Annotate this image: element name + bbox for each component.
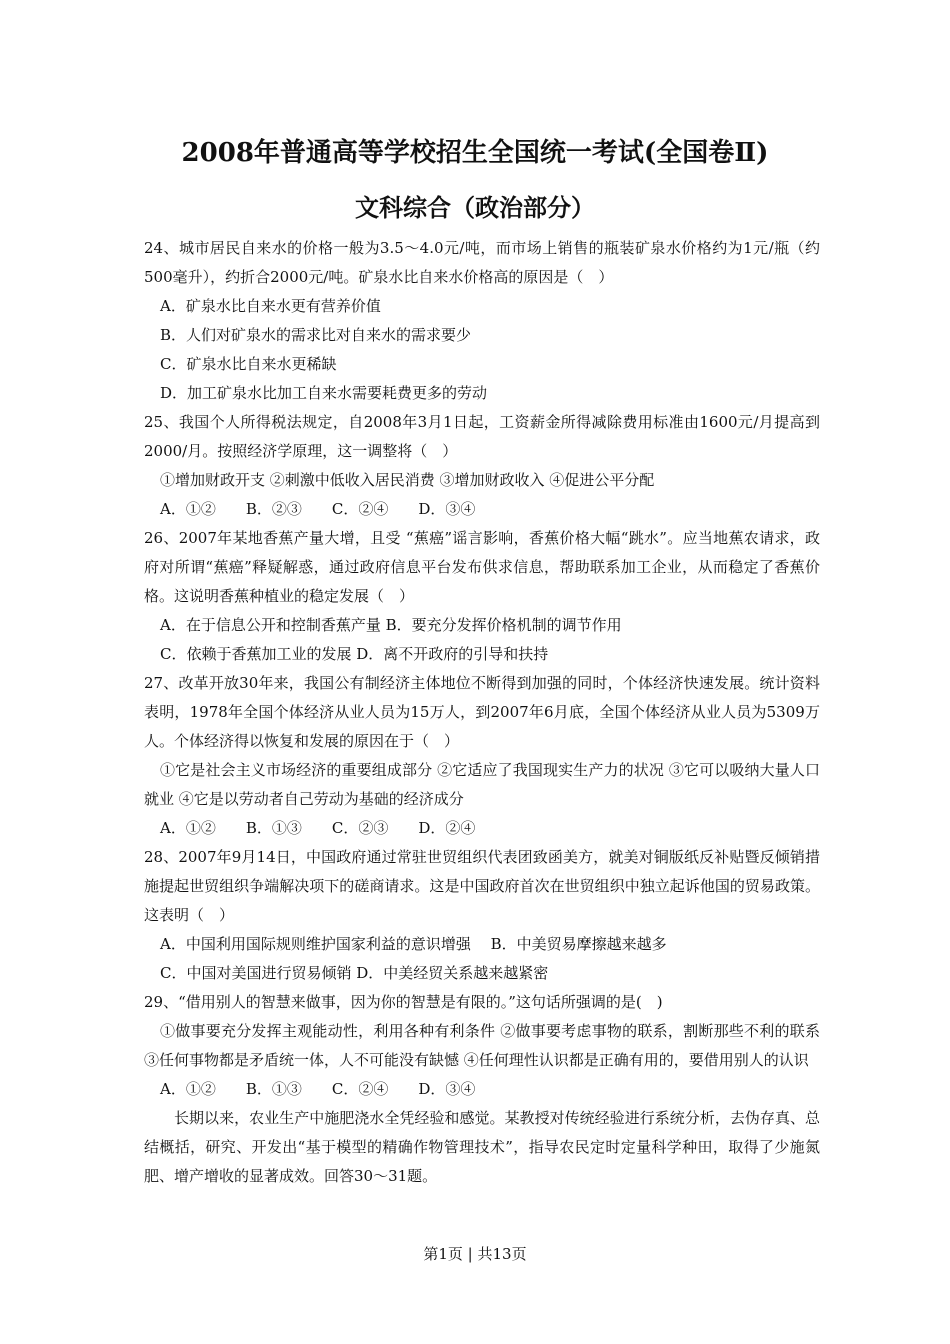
- question-24-stem: 24、城市居民自来水的价格一般为3.5～4.0元/吨，而市场上销售的瓶装矿泉水价格约为1元/瓶（约500毫升），约折合2000元/吨。矿泉水比自来水价格高的原因是（ ）: [144, 239, 820, 286]
- question-26-options-cd: C．依赖于香蕉加工业的发展 D．离不开政府的引导和扶持: [160, 645, 549, 663]
- question-28-options-cd: C．中国对美国进行贸易倾销 D．中美经贸关系越来越紧密: [160, 964, 549, 982]
- question-list: [144, 234, 820, 1191]
- question-28-stem: 28、2007年9月14日，中国政府通过常驻世贸组织代表团致函美方，就美对铜版纸反补贴暨反倾销措施提起世贸组织争端解决项下的磋商请求。这是中国政府首次在世贸组织中独立起诉他国的贸易政策。这表明（ ）: [144, 848, 820, 924]
- question-28-options-ab: A．中国利用国际规则维护国家利益的意识增强 B．中美贸易摩擦越来越多: [160, 935, 667, 953]
- question-27-options: A．①② B．①③ C．②③ D．②④: [160, 819, 476, 837]
- reading-passage: 长期以来，农业生产中施肥浇水全凭经验和感觉。某教授对传统经验进行系统分析，去伪存真、总结概括，研究、开发出“基于模型的精确作物管理技术”，指导农民定时定量科学种田，取得了少施氮肥、增产增收的显著成效。回答30～31题。: [144, 1109, 820, 1185]
- question-24-option-d: D．加工矿泉水比加工自来水需要耗费更多的劳动: [160, 384, 488, 402]
- exam-subtitle: 文科综合（政治部分）: [355, 193, 595, 222]
- question-25-stem: 25、我国个人所得税法规定，自2008年3月1日起，工资薪金所得减除费用标准由1600元/月提高到2000/月。按照经济学原理，这一调整将（ ）: [144, 413, 820, 460]
- exam-title: 2008年普通高等学校招生全国统一考试(全国卷Ⅱ): [181, 138, 769, 168]
- question-24-option-b: B．人们对矿泉水的需求比对自来水的需求要少: [160, 326, 472, 344]
- page-footer: 第1页 | 共13页: [423, 1245, 527, 1263]
- question-29-stem: 29、“借用别人的智慧来做事，因为你的智慧是有限的。”这句话所强调的是( ): [144, 993, 663, 1011]
- question-25-statements: ①增加财政开支 ②刺激中低收入居民消费 ③增加财政收入 ④促进公平分配: [160, 471, 655, 489]
- question-29-statements: ①做事要充分发挥主观能动性，利用各种有利条件 ②做事要考虑事物的联系，割断那些不利的联系 ③任何事物都是矛盾统一体，人不可能没有缺憾 ④任何理性认识都是正确有用的，要借用别人的认识: [144, 1022, 820, 1069]
- question-26-options-ab: A．在于信息公开和控制香蕉产量 B．要充分发挥价格机制的调节作用: [160, 616, 622, 634]
- question-26-stem: 26、2007年某地香蕉产量大增，且受 “蕉癌”谣言影响，香蕉价格大幅“跳水”。应当地蕉农请求，政府对所谓“蕉癌”释疑解惑，通过政府信息平台发布供求信息，帮助联系加工企业，从而稳定了香蕉价格。这说明香蕉种植业的稳定发展（ ）: [144, 529, 820, 605]
- question-29-options: A．①② B．①③ C．②④ D．③④: [160, 1080, 476, 1098]
- question-27-stem: 27、改革开放30年来，我国公有制经济主体地位不断得到加强的同时，个体经济快速发展。统计资料表明，1978年全国个体经济从业人员为15万人，到2007年6月底，全国个体经济从业人员为5309万人。个体经济得以恢复和发展的原因在于（ ）: [144, 674, 820, 750]
- question-27-statements: ①它是社会主义市场经济的重要组成部分 ②它适应了我国现实生产力的状况 ③它可以吸纳大量人口就业 ④它是以劳动者自己劳动为基础的经济成分: [144, 761, 820, 808]
- question-24-option-c: C．矿泉水比自来水更稀缺: [160, 355, 337, 373]
- question-24-option-a: A．矿泉水比自来水更有营养价值: [160, 297, 381, 315]
- question-25-options: A．①② B．②③ C．②④ D．③④: [160, 500, 476, 518]
